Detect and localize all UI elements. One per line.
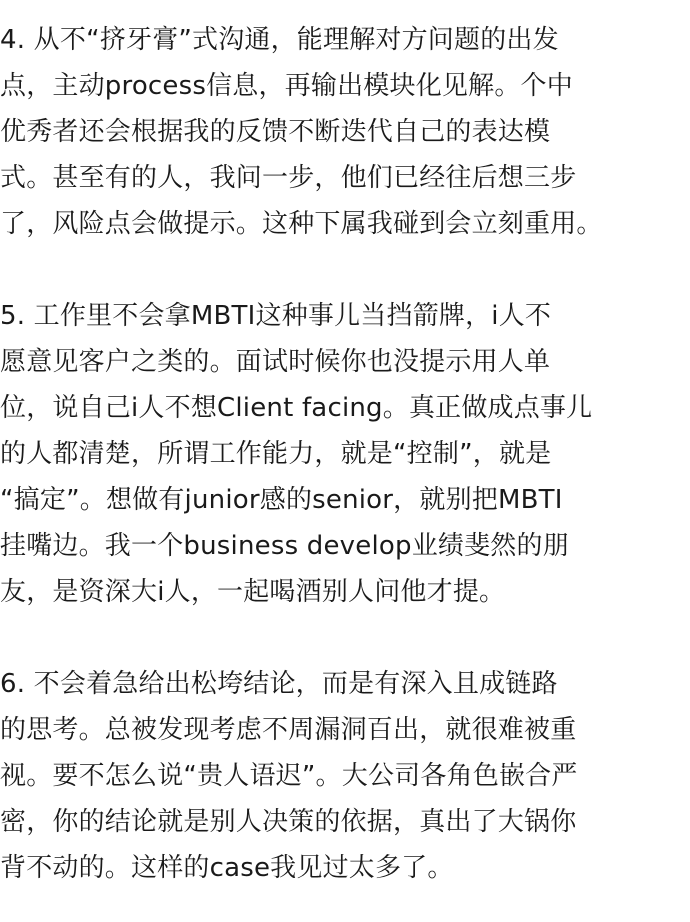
paragraph-line: 位，说自己i人不想Client facing。真正做成点事儿: [0, 393, 593, 423]
paragraph-line: 的人都清楚，所谓工作能力，就是“控制”，就是: [0, 439, 552, 469]
paragraph-line: 优秀者还会根据我的反馈不断迭代自己的表达模: [0, 117, 551, 147]
paragraph-line: 式。甚至有的人，我问一步，他们已经往后想三步: [0, 163, 577, 193]
paragraph-line: 了，风险点会做提示。这种下属我碰到会立刻重用。: [0, 209, 603, 239]
paragraph-line: 密，你的结论就是别人决策的依据，真出了大锅你: [0, 807, 577, 837]
paragraph-line: 愿意见客户之类的。面试时候你也没提示用人单: [0, 347, 551, 377]
paragraph-line: 6. 不会着急给出松垮结论，而是有深入且成链路: [0, 669, 558, 699]
paragraph-line: 点，主动process信息，再输出模块化见解。个中: [0, 71, 573, 101]
paragraph-5: [0, 293, 690, 615]
paragraph-line: 5. 工作里不会拿MBTI这种事儿当挡箭牌，i人不: [0, 301, 552, 331]
paragraph-line: 视。要不怎么说“贵人语迟”。大公司各角色嵌合严: [0, 761, 578, 791]
paragraph-6: [0, 661, 690, 891]
paragraph-line: 的思考。总被发现考虑不周漏洞百出，就很难被重: [0, 715, 577, 745]
paragraph-line: 挂嘴边。我一个business develop业绩斐然的朋: [0, 531, 569, 561]
paragraph-line: 友，是资深大i人，一起喝酒别人问他才提。: [0, 577, 506, 607]
paragraph-line: “搞定”。想做有junior感的senior，就别把MBTI: [0, 485, 563, 515]
paragraph-line: 4. 从不“挤牙膏”式沟通，能理解对方问题的出发: [0, 25, 559, 55]
paragraph-4: [0, 17, 690, 247]
paragraph-line: 背不动的。这样的case我见过太多了。: [0, 853, 454, 883]
